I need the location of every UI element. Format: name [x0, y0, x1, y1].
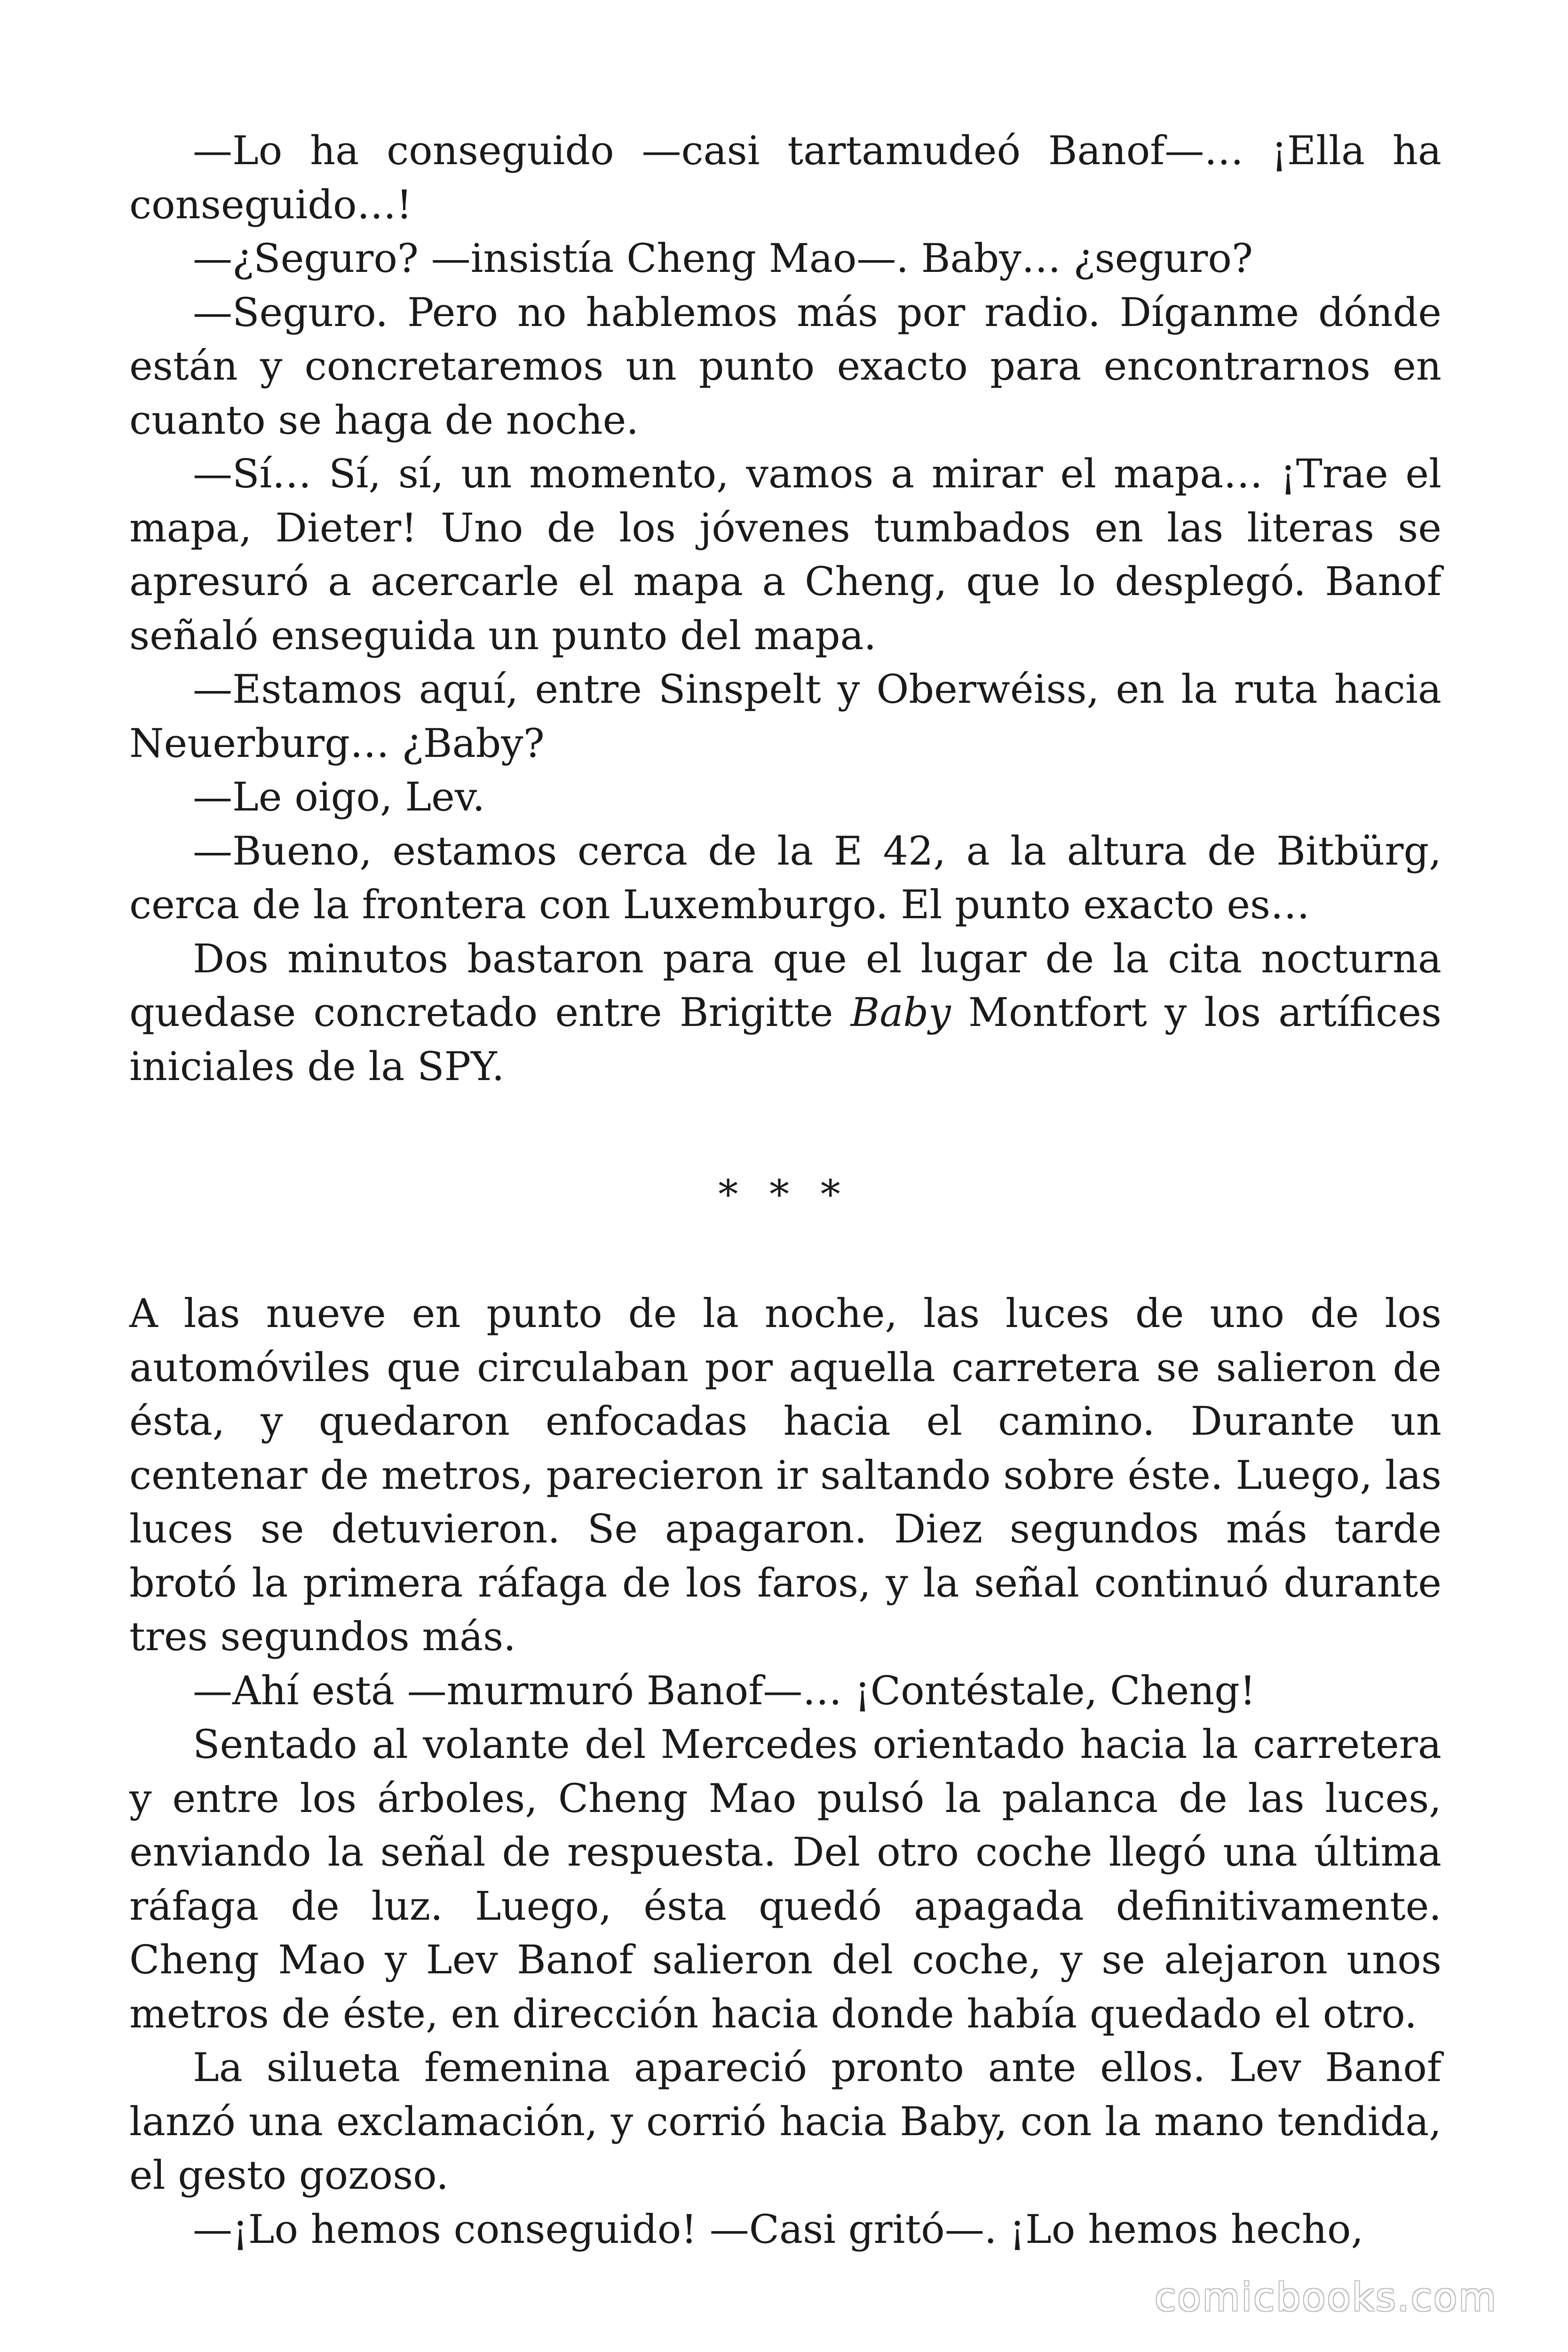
- paragraph: —Lo ha conseguido —casi tartamudeó Banof—… ¡Ella ha conseguido…!: [129, 127, 1441, 228]
- section-separator: * * *: [718, 1171, 850, 1217]
- paragraph-text: Montfort y los artífices iniciales de la SPY.: [129, 989, 1442, 1089]
- paragraph: [129, 932, 1441, 1094]
- paragraph: —Ahí está —murmuró Banof—… ¡Contéstale, Cheng!: [193, 1667, 1256, 1714]
- italic-name: Baby: [850, 989, 951, 1035]
- watermark: comicbooks.com: [1155, 2275, 1497, 2320]
- paragraph: —Seguro. Pero no hablemos más por radio. Díganme dónde están y concretaremos un punto exacto para encontrarnos en cuanto se haga de noche.: [129, 289, 1441, 443]
- text-section-2: [129, 1287, 1441, 2256]
- paragraph: —¡Lo hemos conseguido! —Casi gritó—. ¡Lo hemos hecho,: [193, 2206, 1364, 2252]
- text-section-1: [129, 124, 1441, 1093]
- paragraph: Sentado al volante del Mercedes orientado hacia la carretera y entre los árboles, Cheng Mao pulsó la palanca de las luces, enviando la señal de respuesta. Del otro coche llegó una última ráfaga de luz. Luego, ésta quedó apagada definitivamente. Cheng Mao y Lev Banof salieron del coche, y se alejaron unos metros de éste, en dirección hacia donde había quedado el otro.: [129, 1721, 1441, 2037]
- paragraph: —Le oigo, Lev.: [193, 774, 485, 820]
- paragraph: —Bueno, estamos cerca de la E 42, a la altura de Bitbürg, cerca de la frontera con Luxemburgo. El punto exacto es…: [129, 827, 1441, 928]
- paragraph: —¿Seguro? —insistía Cheng Mao—. Baby… ¿seguro?: [193, 235, 1253, 281]
- paragraph-text: Dos minutos bastaron para que el lugar de la cita nocturna quedase concretado entre Brigitte: [129, 935, 1441, 1035]
- paragraph: —Estamos aquí, entre Sinspelt y Oberwéiss, en la ruta hacia Neuerburg… ¿Baby?: [129, 666, 1441, 766]
- paragraph: A las nueve en punto de la noche, las luces de uno de los automóviles que circulaban por aquella carretera se salieron de ésta, y quedaron enfocadas hacia el camino. Durante un centenar de metros, parecieron ir saltando sobre éste. Luego, las luces se detuvieron. Se apagaron. Diez segundos más tarde brotó la primera ráfaga de los faros, y la señal continuó durante tres segundos más.: [129, 1290, 1441, 1660]
- paragraph: —Sí… Sí, sí, un momento, vamos a mirar el mapa… ¡Trae el mapa, Dieter! Uno de los jóvenes tumbados en las literas se apresuró a acercarle el mapa a Cheng, que lo desplegó. Banof señaló enseguida un punto del mapa.: [129, 451, 1441, 659]
- paragraph: La silueta femenina apareció pronto ante ellos. Lev Banof lanzó una exclamación, y corrió hacia Baby, con la mano tendida, el gesto gozoso.: [129, 2044, 1441, 2198]
